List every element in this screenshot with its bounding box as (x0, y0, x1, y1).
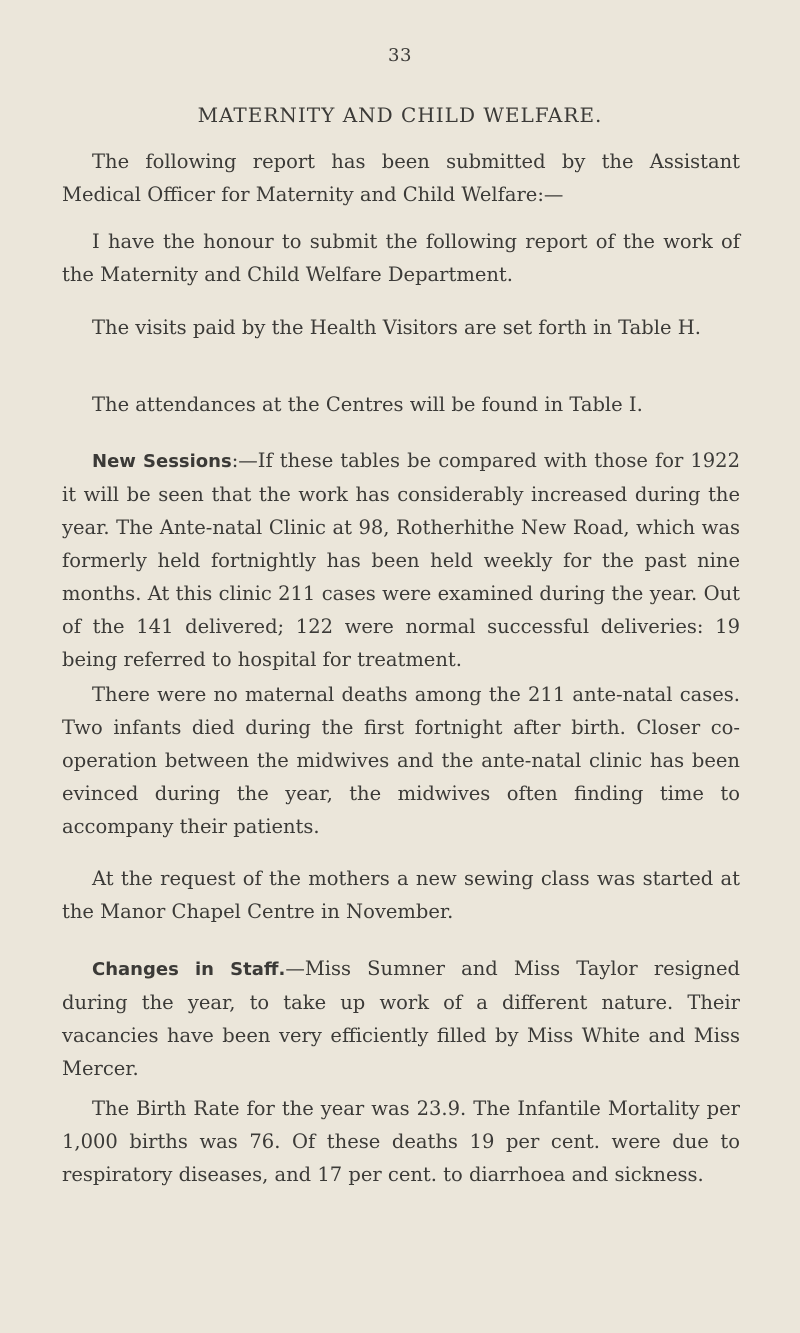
honour-paragraph: I have the honour to submit the following report of the work of the Maternity and Child Welfare Department. (62, 230, 740, 286)
new-sessions-heading: New Sessions (92, 451, 232, 472)
visits-paragraph: The visits paid by the Health Visitors are set forth in Table H. (92, 316, 701, 339)
new-sessions-paragraph (62, 444, 740, 676)
staff-changes-text: —Miss Sumner and Miss Taylor resigned during the year, to take up work of a different nature. Their vacancies have been very efficiently filled by Miss White and Miss Mercer. (62, 957, 740, 1080)
birth-rate-paragraph: The Birth Rate for the year was 23.9. The Infantile Mortality per 1,000 births was 76. Of these deaths 19 per cent. were due to respiratory diseases, and 17 per cent. to diarrhoea and sickness. (62, 1097, 740, 1186)
maternal-deaths-paragraph: There were no maternal deaths among the 211 ante-natal cases. Two infants died during the first fortnight after birth. Closer co-operation between the midwives and the ante-natal clinic has been evinced during the year, the midwives often finding time to accompany their patients. (62, 683, 740, 838)
page-number: 33 (388, 45, 412, 66)
intro-paragraph: The following report has been submitted by the Assistant Medical Officer for Maternity and Child Welfare:— (62, 150, 740, 206)
page-title: MATERNITY AND CHILD WELFARE. (197, 103, 603, 127)
staff-changes-heading: Changes in Staff. (92, 959, 286, 980)
attendances-paragraph: The attendances at the Centres will be found in Table I. (92, 393, 643, 416)
new-sessions-text: :—If these tables be compared with those for 1922 it will be seen that the work has considerably increased during the year. The Ante-natal Clinic at 98, Rotherhithe New Road, which was formerly held fortnightly has been held weekly for the past nine months. At this clinic 211 cases were examined during the year. Out of the 141 delivered; 122 were normal successful deliveries: 19 being referred to hospital for treatment. (62, 449, 740, 671)
sewing-class-paragraph: At the request of the mothers a new sewing class was started at the Manor Chapel Centre in November. (62, 867, 740, 923)
staff-changes-paragraph (62, 952, 740, 1085)
